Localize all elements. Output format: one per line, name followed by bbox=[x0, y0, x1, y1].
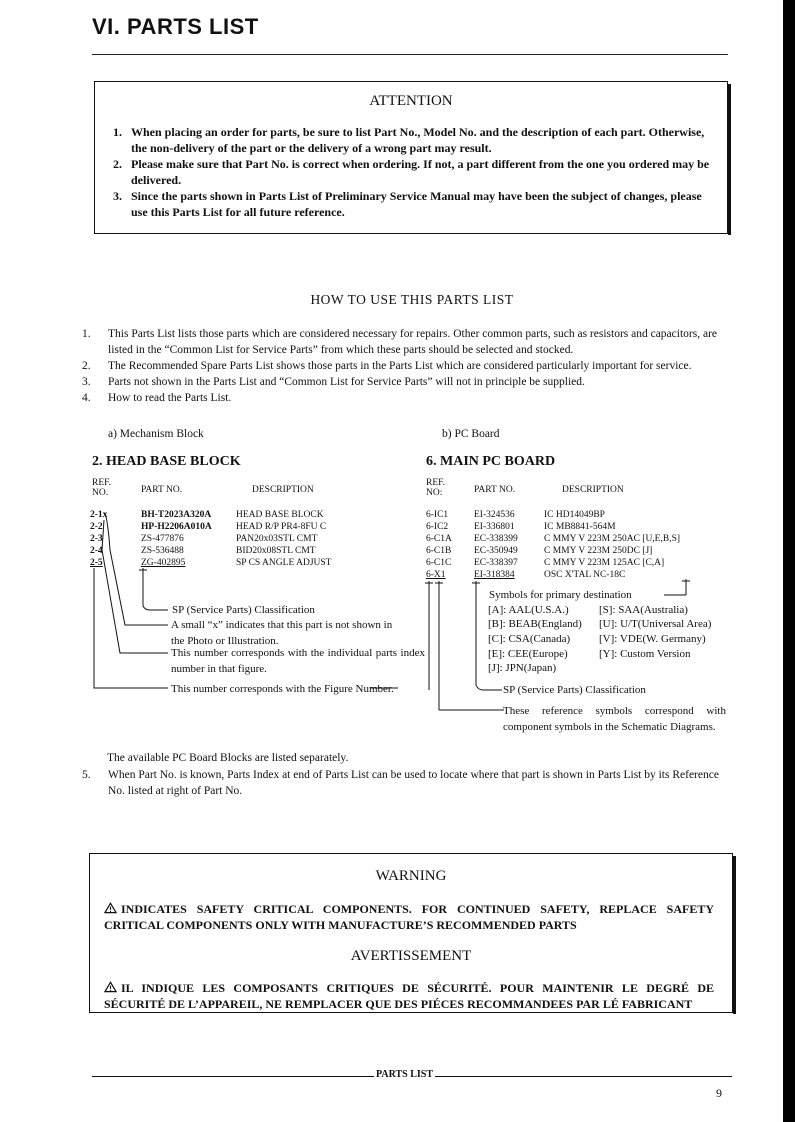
attention-list bbox=[113, 124, 713, 220]
main-pc-table bbox=[426, 509, 736, 581]
ref-cell: 2-5 bbox=[90, 558, 103, 568]
destination-item: [U]: U/T(Universal Area) bbox=[599, 618, 712, 630]
attention-item-number: 3. bbox=[113, 189, 122, 203]
how-to-item-number: 3. bbox=[82, 376, 91, 388]
desc-cell: BID20x08STL CMT bbox=[236, 546, 316, 556]
ref-cell: 6-C1B bbox=[426, 546, 452, 556]
main-pc-col-part: PART NO. bbox=[474, 485, 516, 495]
part-cell: EI-336801 bbox=[474, 522, 515, 532]
part-cell: EI-324536 bbox=[474, 510, 515, 520]
attention-item-number: 2. bbox=[113, 157, 122, 171]
attention-box-shadow bbox=[728, 84, 731, 235]
destination-item: [J]: JPN(Japan) bbox=[488, 662, 557, 674]
part-cell: BH-T2023A320A bbox=[141, 510, 212, 520]
head-base-col-part: PART NO. bbox=[141, 485, 183, 495]
main-pc-col-ref bbox=[426, 478, 445, 498]
attention-title: ATTENTION bbox=[369, 93, 453, 109]
col-ref-line2: NO. bbox=[92, 488, 109, 498]
warning-title: WARNING bbox=[375, 868, 447, 884]
desc-cell: HEAD R/P PR4-8FU C bbox=[236, 522, 327, 532]
attention-item bbox=[113, 124, 713, 156]
ref-cell: 2-2 bbox=[90, 522, 103, 532]
attention-item-text: When placing an order for parts, be sure to list Part No., Model No. and the description of each part. Otherwise, the non-delivery of the part or the delivery of a wrong part may result. bbox=[131, 125, 705, 155]
destination-list bbox=[488, 602, 738, 682]
desc-cell: C MMY V 223M 250DC [J] bbox=[544, 546, 653, 556]
sub-heading-mechanism: a) Mechanism Block bbox=[108, 428, 204, 440]
part-cell: HP-H2206A010A bbox=[141, 522, 212, 532]
how-to-item bbox=[82, 390, 732, 406]
page-edge-bar bbox=[783, 0, 795, 1122]
part-cell: EC-350949 bbox=[474, 546, 518, 556]
table-row bbox=[426, 533, 736, 545]
head-base-heading: 2. HEAD BASE BLOCK bbox=[92, 454, 241, 469]
avertissement-title: AVERTISSEMENT bbox=[350, 948, 472, 964]
destination-item: [V]: VDE(W. Germany) bbox=[599, 633, 706, 645]
ref-cell: 6-C1A bbox=[426, 534, 452, 544]
how-to-item-text: The Recommended Spare Parts List shows those parts in the Parts List which are considered particularly important for service. bbox=[108, 360, 692, 372]
how-to-use-list bbox=[82, 326, 732, 406]
how-to-item-text: Parts not shown in the Parts List and “Common List for Service Parts” will not in principle be supplied. bbox=[108, 376, 585, 388]
how-to-item bbox=[82, 358, 732, 374]
how-to-item-5 bbox=[82, 767, 732, 799]
footer-label: PARTS LIST bbox=[376, 1069, 433, 1080]
part-cell: EC-338399 bbox=[474, 534, 518, 544]
table-row bbox=[426, 521, 736, 533]
avertissement-text bbox=[104, 980, 714, 1012]
attention-box bbox=[94, 81, 728, 234]
avertissement-text-body: IL INDIQUE LES COMPOSANTS CRITIQUES DE SÉCURITÉ. POUR MAINTENIR LE DEGRÉ DE SÉCURITÉ DE L’APPAREIL, NE REMPLACER QUE DES PIÉCES RECOMMANDEES PAR LÉ FABRICANT bbox=[104, 981, 714, 1011]
table-row bbox=[426, 557, 736, 569]
part-cell: EC-338397 bbox=[474, 558, 518, 568]
how-to-item bbox=[82, 374, 732, 390]
attention-item bbox=[113, 156, 713, 188]
table-row bbox=[426, 545, 736, 557]
head-base-x-note: A small “x” indicates that this part is not shown in the Photo or Illustration. bbox=[171, 619, 393, 647]
attention-item-text: Since the parts shown in Parts List of Preliminary Service Manual may have been the subject of changes, please use this Parts List for all future reference. bbox=[131, 189, 702, 219]
warning-text bbox=[104, 901, 714, 933]
ref-cell: 2-4 bbox=[90, 546, 103, 556]
attention-item-text: Please make sure that Part No. is correct when ordering. If not, a part different from the one you ordered may be delivered. bbox=[131, 157, 710, 187]
main-pc-ref-note: These reference symbols correspond with component symbols in the Schematic Diagrams. bbox=[503, 705, 726, 733]
destination-item: [S]: SAA(Australia) bbox=[599, 604, 688, 616]
head-base-col-desc: DESCRIPTION bbox=[252, 485, 314, 495]
how-to-item-number: 4. bbox=[82, 392, 91, 404]
page-number: 9 bbox=[716, 1086, 722, 1100]
part-cell: EI-318384 bbox=[474, 570, 515, 580]
ref-cell: 6-X1 bbox=[426, 570, 446, 580]
destination-item: [E]: CEE(Europe) bbox=[488, 648, 568, 660]
part-cell: ZS-536488 bbox=[141, 546, 184, 556]
col-ref-line2: NO: bbox=[426, 488, 443, 498]
desc-cell: IC HD14049BP bbox=[544, 510, 605, 520]
how-to-item-text: How to read the Parts List. bbox=[108, 392, 232, 404]
head-base-col-ref bbox=[92, 478, 111, 498]
ref-cell: 6-IC2 bbox=[426, 522, 449, 532]
how-to-item bbox=[82, 326, 732, 358]
main-pc-heading: 6. MAIN PC BOARD bbox=[426, 454, 556, 469]
symbols-title: Symbols for primary destination bbox=[489, 589, 632, 601]
desc-cell: IC MB8841-564M bbox=[544, 522, 616, 532]
col-ref-line1: REF. bbox=[426, 478, 446, 488]
title-rule bbox=[92, 54, 728, 55]
destination-item: [C]: CSA(Canada) bbox=[488, 633, 571, 645]
desc-cell: SP CS ANGLE ADJUST bbox=[236, 558, 332, 568]
main-pc-sp-note: SP (Service Parts) Classification bbox=[503, 684, 646, 696]
how-to-item-text: This Parts List lists those parts which are considered necessary for repairs. Other common parts, such as resistors and capacitors, are listed in the “Common List for Service Parts” from which these parts should be selected and stocked. bbox=[108, 328, 718, 356]
part-cell: ZS-477876 bbox=[141, 534, 184, 544]
destination-item: [A]: AAL(U.S.A.) bbox=[488, 604, 569, 616]
attention-item-number: 1. bbox=[113, 125, 122, 139]
col-ref-line1: REF. bbox=[92, 478, 112, 488]
destination-item: [B]: BEAB(England) bbox=[488, 618, 582, 630]
warning-box bbox=[89, 853, 733, 1013]
warning-box-shadow bbox=[733, 856, 736, 1014]
main-pc-col-desc: DESCRIPTION bbox=[562, 485, 624, 495]
sub-heading-pc-board: b) PC Board bbox=[442, 428, 500, 440]
head-base-figure-note: This number corresponds with the Figure Number. bbox=[171, 683, 394, 695]
attention-item bbox=[113, 188, 713, 220]
desc-cell: OSC X'TAL NC-18C bbox=[544, 570, 626, 580]
warning-triangle-icon bbox=[104, 902, 117, 914]
how-to-item-text: When Part No. is known, Parts Index at end of Parts List can be used to locate where that part is shown in Parts List by its Reference No. listed at right of Part No. bbox=[108, 769, 719, 797]
how-to-item-number: 1. bbox=[82, 328, 91, 340]
head-base-index-note: This number corresponds with the individual parts index number in that figure. bbox=[171, 647, 425, 675]
desc-cell: PAN20x03STL CMT bbox=[236, 534, 318, 544]
ref-cell: 6-IC1 bbox=[426, 510, 449, 520]
warning-triangle-icon bbox=[104, 981, 117, 993]
warning-text-body: INDICATES SAFETY CRITICAL COMPONENTS. FOR CONTINUED SAFETY, REPLACE SAFETY CRITICAL COMPONENTS ONLY WITH MANUFACTURE’S RECOMMENDED PARTS bbox=[104, 902, 714, 932]
ref-cell: 2-3 bbox=[90, 534, 103, 544]
ref-cell: 2-1x bbox=[90, 510, 108, 520]
how-to-item-number: 5. bbox=[82, 769, 91, 781]
head-base-sp-note: SP (Service Parts) Classification bbox=[172, 604, 315, 616]
how-to-use-heading: HOW TO USE THIS PARTS LIST bbox=[310, 292, 514, 307]
table-row bbox=[426, 509, 736, 521]
destination-item: [Y]: Custom Version bbox=[599, 648, 691, 660]
available-note: The available PC Board Blocks are listed separately. bbox=[107, 752, 349, 764]
ref-cell: 6-C1C bbox=[426, 558, 452, 568]
desc-cell: C MMY V 223M 250AC [U,E,B,S] bbox=[544, 534, 681, 544]
how-to-item-number: 2. bbox=[82, 360, 91, 372]
page-title: VI. PARTS LIST bbox=[92, 14, 259, 39]
desc-cell: C MMY V 223M 125AC [C,A] bbox=[544, 558, 665, 568]
desc-cell: HEAD BASE BLOCK bbox=[236, 510, 324, 520]
part-cell: ZG-402895 bbox=[141, 558, 186, 568]
